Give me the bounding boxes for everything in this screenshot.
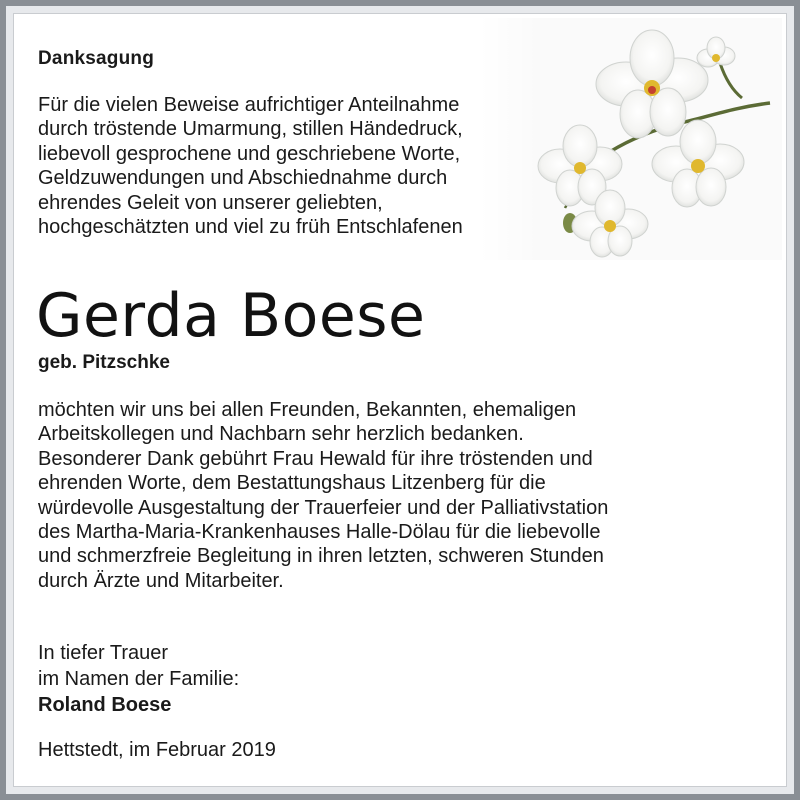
closing-line: im Namen der Familie: xyxy=(38,668,240,690)
notice-heading: Danksagung xyxy=(38,48,155,69)
intro-paragraph: Für die vielen Beweise aufrichtiger Anteilnahme durch tröstende Umarmung, stillen Händedruck, liebevoll gesprochene und geschriebene Worte, Geldzuwendungen und Abschiednahme durch ehrendes Geleit von unserer geliebten, hochgeschätzten und viel zu früh Entschlafenen xyxy=(38,94,463,239)
notice-frame-inner xyxy=(6,6,794,794)
closing-block xyxy=(38,640,239,718)
deceased-name: Gerda Boese xyxy=(36,281,426,351)
closing-line: In tiefer Trauer xyxy=(38,642,169,664)
death-notice-card xyxy=(13,13,787,787)
thanks-paragraph: möchten wir uns bei allen Freunden, Bekannten, ehemaligen Arbeitskollegen und Nachbarn sehr herzlich bedanken. Besonderer Dank gebührt Frau Hewald für ihre tröstenden und ehrenden Worte, dem Bestattungshaus Litzenberg für die würdevolle Ausgestaltung der Trauerfeier und der Palliativstation des Martha-Maria-Krankenhauses Halle-Dölau für die liebevolle und schmerzfreie Begleitung in ihren letzten, schweren Stunden durch Ärzte und Mitarbeiter. xyxy=(38,399,609,592)
signer-name: Roland Boese xyxy=(38,694,172,716)
place-date: Hettstedt, im Februar 2019 xyxy=(38,739,276,761)
maiden-name: geb. Pitzschke xyxy=(38,352,170,373)
